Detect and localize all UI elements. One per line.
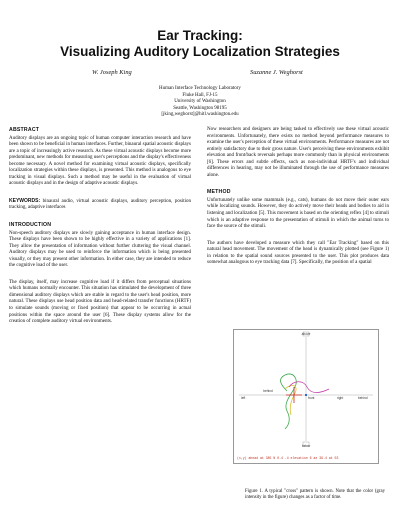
ear-tracking-figure xyxy=(233,329,379,464)
author-1: W. Joseph King xyxy=(92,69,132,76)
left-column xyxy=(9,127,191,330)
label-above: above xyxy=(301,332,311,336)
affiliation-university: University of Washington xyxy=(174,99,226,105)
intro-continued-paragraph: Now researchers and designers are being tasked to effectively use these virtual acoustic environments. Unfortunately, there exists no method beyond performance measures to examine the user's perception of these virtual environments. Performance measures are not entirely satisfactory due to their gross nature. User's perceiving these environments exhibit elevation and front/back reversals perhaps more commonly than in physical environments [6]. These errors and subtle effects, such as non-individual HRTF's and individual differences in hearing, may not be illuminated through the use of performance measures alone. xyxy=(207,127,389,178)
affiliation-building: Fluke Hall, FJ-15 xyxy=(182,92,218,98)
figure-caption: Figure 1. A typical "cross" pattern is shown. Note that the color (gray intensity in the figure) changes as a factor of time. xyxy=(245,489,385,501)
keywords-label: KEYWORDS: xyxy=(9,197,41,204)
affiliation-email: [jking,weghorst]@hitl.washington.edu xyxy=(161,112,239,118)
right-column xyxy=(207,127,389,271)
abstract-text: Auditory displays are an ongoing topic of human computer interaction research and have been shown to be beneficial in human interfaces. Further, binaural spatial acoustic displays are a topic of increasingly active research. As these virtual acoustic displays become more predominant, new methods for measuring user's perceptions and the display's effectiveness become necessary. A novel method for examining virtual acoustic displays, specifically localization strategies within these displays, is presented. This method is analogous to eye tracking in visual displays. Such a method may be useful in the evaluation of virtual acoustic displays and in the design of adaptive acoustic displays. xyxy=(9,135,191,187)
introduction-heading: INTRODUCTION xyxy=(9,222,52,229)
affiliation-city: Seattle, Washington 98195 xyxy=(173,105,227,111)
abstract-heading: ABSTRACT xyxy=(9,127,40,133)
figure-readout: (x,y) ahead at 385 N 0.4 -4 elevation 6 az 39.4 at 5S xyxy=(237,456,339,460)
introduction-paragraph-1: Non-speech auditory displays are slowly gaining acceptance in human interface design. These displays have been shown to be highly effective in a variety of applications [1]. They allow the presentation of information without further cluttering the visual channel. Auditory displays may be used to reinforce the information which is being presented visually, or they may present other information. In either case, they are intended to reduce the cognitive load of the user. xyxy=(9,230,191,269)
author-2: Suzanne J. Weghorst xyxy=(250,69,303,76)
affiliation xyxy=(0,86,400,119)
keywords xyxy=(9,198,191,212)
method-heading: METHOD xyxy=(207,189,231,196)
label-right: right xyxy=(337,396,344,400)
keywords-text: binaural audio, virtual acoustic displays, auditory perception, position tracking, adaptive interfaces xyxy=(9,198,191,211)
label-behind-right: behind xyxy=(358,396,368,400)
label-front: front xyxy=(308,396,315,400)
label-left: left xyxy=(241,396,246,400)
method-paragraph-1: Unfortunately unlike some mammals (e.g., cats), humans do not move their outer ears while localizing sounds. However, they do actively move their heads and bodies to aid in listening and localization [5]. This movement is based on the orienting reflex [4] to stimuli which is an adaptive response to the presentation of stimuli in which the animal turns to face the source of the stimuli. xyxy=(207,197,389,230)
affiliation-lab: Human Interface Technology Laboratory xyxy=(159,86,241,91)
method-paragraph-2: The authors have developed a measure which they call "Ear Tracking" based on this natural head movement. The movement of the head is dynamically plotted (see Figure 1) in relation to the spatial sound sources presented to the user. This plot produces data somewhat analogous to eye tracking data [7]. Specifically, the position of a spatial xyxy=(207,240,389,266)
introduction-paragraph-2: The display, itself, may increase cognitive load if it differs from perceptual situations which humans normally encounter. This situation has stimulated the development of three dimensional auditory displays which are stable in regard to the user's head position, more natural. These displays use head position data and head-related transfer functions (HRTF) to simulate sounds (moving or fixed position) that appear to be occurring in actual positions within the space around the user [6]. These display systems allow for the creation of complete auditory virtual environments. xyxy=(9,279,191,325)
origin-marker xyxy=(305,394,307,396)
label-behind-left: behind xyxy=(263,389,273,393)
label-below: below xyxy=(301,444,311,448)
title-line-1: Ear Tracking: xyxy=(157,28,243,43)
paper-title xyxy=(0,28,400,60)
title-line-2: Visualizing Auditory Localization Strategies xyxy=(60,44,340,59)
